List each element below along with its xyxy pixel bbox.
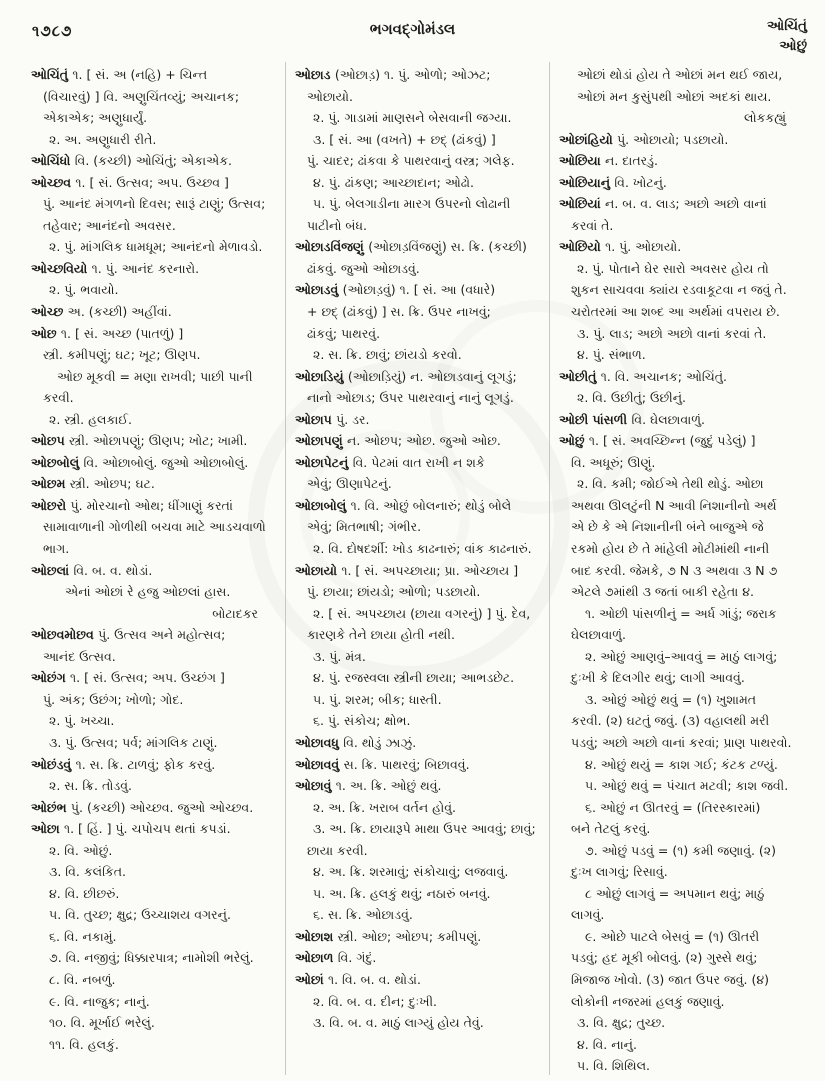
dict-line: ૪. પું. ઢાંકણ; આચ્છાદાન; ઓઢો. <box>313 174 475 190</box>
dict-line: ૨. વિ. બ. વ. દીન; દુઃખી. <box>313 993 438 1009</box>
dict-line: બાદ કરવી. જેમકે, ૭ N ૩ અથવા ૩ N ૭ <box>571 562 778 578</box>
dict-line: ચરોતરમાં આ શબ્દ આ અર્થમાં વપરાય છે. <box>571 304 780 320</box>
headword: ઓછા <box>31 821 64 837</box>
dict-line: ૩. પું. લાડ; અછો અછો વાનાં કરવાં તે. <box>577 325 767 341</box>
dict-line: ૬. ઓછું ન ઊતરવું = (તિરસ્કારમાં) <box>585 799 761 815</box>
dict-line: શુકન સાચવવા ક્યાંય રડવાકૂટવા ન જવું તે. <box>571 282 787 298</box>
dict-line: ઓછાવવું સ. ક્રિ. પાથરવું; બિછાવવું. <box>295 756 470 772</box>
headword: ઓછાપેટનું <box>295 454 353 470</box>
dict-line: ભાગ. <box>43 541 70 557</box>
dict-line: ૨. વિ. દોષદર્શી: ખોડ કાઢનારું; વાંક કાઢનારું. <box>313 541 532 557</box>
dict-line: ઓછાવધુ વિ. થોડું ઝાઝું. <box>295 734 417 750</box>
dict-line: ૬. વિ. નકામું. <box>49 928 117 944</box>
dict-line: કરવાં તે. <box>571 217 614 233</box>
dict-line: ઓછાં મન કુસુંપથી ઓછાં અદકાં થાય. <box>577 88 772 104</box>
dict-line: અથવા ઊલટુંની N આવી નિશાનીનો અર્થ <box>571 497 777 513</box>
guide-words <box>767 16 807 56</box>
dict-line: ૭. વિ. નજીવું; ધિક્કારપાત્ર; નામોશી ભરેલું. <box>49 950 254 966</box>
dict-line: તહેવાર; આનંદનો અવસર. <box>43 217 176 233</box>
dict-line: ઓછપ સ્ત્રી. ઓછાપણું; ઊણપ; ખોટ; ખામી. <box>31 433 248 449</box>
headword: ઓછાં <box>295 971 328 987</box>
dict-line: ૯. વિ. નાજુક; નાનું. <box>49 993 150 1009</box>
dict-line: ૨. સ. ક્રિ. તોડવું. <box>49 778 132 794</box>
dict-line: પું. છાયા; છાંયડો; ઓળો; પડછાયો. <box>307 584 481 600</box>
headword: ઓછાયો <box>295 562 342 578</box>
dict-line: ઓછાં ૧. વિ. બ. વ. થોડાં. <box>295 971 421 987</box>
dict-line: ઓછાંહિયો પું. ઓછાયો; પડછાયો. <box>559 131 729 147</box>
dict-line: છાયા કરવી. <box>307 842 368 858</box>
dict-line: ઓચ્છ અ. (કચ્છી) અહીંવાં. <box>31 304 172 320</box>
dict-line: ૯. ઓછે પાટલે બેસવું = (૧) ઊતરી <box>585 928 760 944</box>
dict-line: ૨. વિ. ઉછીતું; ઉછીનું. <box>577 390 686 406</box>
dict-line: ઓછિયાનું વિ. ખોટનું. <box>559 174 667 190</box>
dict-line: ઓછા ૧. [ હિં. ] પું. ચપોચપ થતાં કપડાં. <box>31 821 231 837</box>
dict-line: એનાં ઓછાં રે હજુ ઓછલાં હાસ. <box>65 584 231 600</box>
dict-line: ઓછંડવું ૧. સ. ક્રિ. ટાળવું; ફોક કરવું. <box>31 756 216 772</box>
headword: ઓચ્છ <box>31 304 68 320</box>
dict-line: ઓછાળ વિ. ગંદું. <box>295 950 377 966</box>
dict-line: ઓછાડવિંજણું (ઓછાડ઼વિંજણું) સ. ક્રિ. (કચ્છી) <box>295 239 527 255</box>
dict-line: ૧. ઓછી પાંસળીનું = અર્ધ ગાંડું; જરાક <box>585 605 777 621</box>
dict-line: ઓછી પાંસળી વિ. ઘેલછાવાળું. <box>559 411 705 427</box>
dict-line: લોકકહ્યું <box>744 110 786 126</box>
dict-line: ઓછાવું ૧. અ. ક્રિ. ઓછું થવું. <box>295 778 442 794</box>
dict-line: નાનો ઓછાડ; ઉપર પાથરવાનું નાનું લૂગડું. <box>307 390 514 406</box>
dict-line: સામાવાળાની ગોળીથી બચવા માટે આડચવાળો <box>43 519 266 535</box>
dict-line: (વિચારવું) ] વિ. અણુચિંતવ્યું; અચાનક; <box>43 88 240 104</box>
dictionary-columns <box>22 62 813 1075</box>
dict-line: કારણકે તેને છાયા હોતી નથી. <box>307 627 455 643</box>
dict-line: ૪. અ. ક્રિ. શરમાવું; સંકોચાવું; લજવાવું. <box>313 864 509 880</box>
dict-line: ઓછાપણું ન. ઓછપ; ઓછ. જુઓ ઓછ. <box>295 433 501 449</box>
dict-line: ૨. પું. ભવાયો. <box>49 282 119 298</box>
headword: ઓછાવવું <box>295 756 344 772</box>
column-2 <box>285 62 549 1075</box>
headword: ઓછાબોલું <box>295 497 351 513</box>
dict-line: ઓછવમોછવ પું. ઉત્સવ અને મહોત્સવ; <box>31 627 226 643</box>
dict-line: ઓછાયો. <box>307 88 353 104</box>
dict-line: ૫. ઓછું થવું = પંચાત મટવી; કાશ જવી. <box>585 778 789 794</box>
dict-line: ૫. વિ. શિથિલ. <box>577 1058 651 1074</box>
dict-line: ઓછાપ પું. ડર. <box>295 411 370 427</box>
headword: ઓછંભ <box>31 799 71 815</box>
guide-word-bottom: ઓછું <box>779 38 807 54</box>
dict-line: ૪. પું. સંભાળ. <box>577 347 646 363</box>
dict-line: ૨. વિ. કમી; જોઈએ તેથી થોડું. ઓછા <box>577 476 764 492</box>
headword: ઓછંડવું <box>31 756 76 772</box>
dict-line: ઓછંભ પું. (કચ્છી) ઓચ્છવ. જુઓ ઓચ્છવ. <box>31 799 254 815</box>
dict-line: ઢાંકવું. જુઓ ઓછાડવું. <box>307 260 420 276</box>
dict-line: ૩. અ. ક્રિ. છાયારૂપે માથા ઉપર આવવું; છાવું; <box>313 821 536 837</box>
dict-line: ઢાંકવું; પાથરવું. <box>307 325 381 341</box>
dict-line: દુઃખ લાગવું; રિસાવું. <box>571 864 668 880</box>
dict-line: ઘેલછાવાળું. <box>571 627 626 643</box>
headword: ઓચિંતું <box>31 67 73 82</box>
dict-line: ૭. ઓછું પડવું = (૧) કમી જણાવું. (૨) <box>585 842 777 858</box>
dict-line: ઓછંગ ૧. [ સં. ઉત્સવ; અપ. ઉચ્છંગ ] <box>31 670 225 686</box>
dict-line: એવું; ઊણાપેટનું. <box>307 476 392 492</box>
dict-line: ૪. વિ. છીછરું. <box>49 885 120 901</box>
headword: ઓછિયા <box>559 153 606 169</box>
dict-line: ૨. પું. માંગલિક ધામધૂમ; આનંદનો મેળાવડો. <box>49 239 263 255</box>
headword: ઓછી પાંસળી <box>559 411 632 427</box>
headword: ઓછાપ <box>295 411 337 427</box>
headword: ઓછું <box>559 433 589 449</box>
dict-line: ૨. [ સં. અપચ્છાય (છાયા વગરનું) ] પું. દેવ, <box>313 605 531 621</box>
headword: ઓછબોલું <box>31 454 84 470</box>
dict-line: ઓછમ સ્ત્રી. ઓછપ; ઘટ. <box>31 476 155 492</box>
dict-line: ૪. વિ. નાનું. <box>577 1036 637 1052</box>
dict-line: સ્ત્રી. કમીપણું; ઘટ; ખૂટ; ઊણપ. <box>43 347 201 363</box>
dict-line: ઓછિયો ૧. પું. ઓછાયો. <box>559 239 682 255</box>
dict-line: ઓછાં થોડાં હોય તે ઓછાં મન થઈ જાય, <box>577 67 783 82</box>
dict-line: ૪. પું. રજસ્વલા સ્ત્રીની છાયા; આભડછેટ. <box>313 670 515 686</box>
dict-line: ૪. ઓછું થયું = કાશ ગઈ; કંટક ટળ્યું. <box>585 756 778 772</box>
headword: ઓછપ <box>31 433 70 449</box>
headword: ઓછલાં <box>31 562 74 578</box>
dict-line: ૨. ઓછું આણવું–આવવું = માઠું લાગવું; <box>585 648 778 664</box>
dict-line: ઓછીતું ૧. વિ. અચાનક; ઓચિંતું. <box>559 368 727 384</box>
dict-line: ૧૦. વિ. મૂર્ખાઈ ભરેલું. <box>49 1015 155 1031</box>
dict-line: ૨. વિ. ઓછું. <box>49 842 113 858</box>
headword: ઓછરો <box>31 497 71 513</box>
dict-line: રકમો હોય છે તે માંહેલી મોટીમાંથી નાની <box>571 541 770 557</box>
dict-line: ઓછાડ (ઓછાડ઼) ૧. પું. ઓળો; ઓઝટ; <box>295 67 491 82</box>
headword: ઓછમ <box>31 476 70 492</box>
dict-line: આનંદ ઉત્સવ. <box>43 648 116 664</box>
dict-line: ૨. અ. અણુધારી રીતે. <box>49 131 157 147</box>
dict-line: પું. ચાદર; ઢાંકવા કે પાથરવાનું વસ્ત્ર; ગલેફ. <box>307 153 515 169</box>
dict-line: ઓછાપેટનું વિ. પેટમાં વાત રાખી ન શકે <box>295 454 485 470</box>
dict-line: ૬. પું. સંકોચ; ક્ષોભ. <box>313 713 411 729</box>
dict-line: ઓછિયાં ન. બ. વ. લાડ; અછો અછો વાનાં <box>559 196 767 212</box>
guide-word-top: ઓચિંતું <box>767 18 807 34</box>
headword: ઓછિયાનું <box>559 174 615 190</box>
dict-line: એકાએક; અણુધાર્યું. <box>43 110 148 126</box>
dict-line: એટલે ૭માંથી ૩ જતાં બાકી રહેતા ૪. <box>571 584 754 600</box>
dict-line: ૩. પું. મંત્ર. <box>313 648 366 664</box>
dict-line: એ છે કે એ નિશાનીની બંને બાજુએ જે <box>571 519 764 535</box>
page-number: ૧૭૮૭ <box>32 22 73 40</box>
dict-line: ૮ ઓછું લાગવું = અપમાન થવું; માઠું <box>585 885 765 901</box>
dict-line: ૫. વિ. તુચ્છ; ક્ષુદ્ર; ઉચ્ચાશય વગરનું. <box>49 907 231 923</box>
dict-line: ૬. સ. ક્રિ. ઓછાડવું. <box>313 907 413 923</box>
dict-line: ૧૧. વિ. હલકું. <box>49 1036 119 1052</box>
headword: ઓછાડ <box>295 67 335 82</box>
dict-line: ઓછ મૂકવી = મણા રાખવી; પાછી પાની <box>57 368 253 384</box>
headword: ઓચિંધો <box>31 153 75 169</box>
headword: ઓછવમોછવ <box>31 627 99 643</box>
headword: ઓછાળ <box>295 950 338 966</box>
headword: ઓછ <box>31 325 61 341</box>
page-header <box>0 16 825 62</box>
headword: ઓછાંહિયો <box>559 131 618 147</box>
headword: ઓછાડિયું <box>295 368 348 384</box>
dict-line: ઓચિંતું ૧. [ સં. અ (નહિ) + ચિન્ત <box>31 67 208 82</box>
dict-line: લોકોની નજરમાં હલકું જણાવું. <box>571 993 725 1009</box>
headword: ઓછીતું <box>559 368 601 384</box>
dict-line: કરવી. <box>43 390 74 406</box>
headword: ઓછાડવું <box>295 282 343 298</box>
dict-line: ૩. વિ. કલંકિત. <box>49 864 127 880</box>
dict-line: ઓછિયા ન. દાતરડું. <box>559 153 658 169</box>
dict-line: ૨. અ. ક્રિ. ખરાબ વર્તન હોવું. <box>313 799 456 815</box>
dict-line: બોટાદકર <box>212 605 258 621</box>
headword: ઓછાપણું <box>295 433 347 449</box>
dict-line: ઓછાબોલું ૧. વિ. ઓછું બોલનારું; થોડું બોલે <box>295 497 512 513</box>
dict-line: ઓચ્છવ ૧. [ સં. ઉત્સવ; અપ. ઉચ્છવ ] <box>31 174 229 190</box>
dict-line: ઓછાયો ૧. [ સં. અપચ્છાયા; પ્રા. ઓચ્છાય ] <box>295 562 519 578</box>
dict-line: પું. અંક; ઉછંગ; ખોળો; ગોદ. <box>43 691 184 707</box>
headword: ઓછિયો <box>559 239 606 255</box>
headword: ઓછાવું <box>295 778 336 794</box>
dict-line: ઓછાડવું (ઓછાડ઼વું) ૧. [ સં. આ (વધારે) <box>295 282 496 298</box>
dict-line: મિજાજ ખોવો. (૩) જાત ઉપર જવું. (૪) <box>571 971 769 987</box>
column-3 <box>549 62 813 1075</box>
dict-line: પું. આનંદ મંગળનો દિવસ; સારૂં ટાણું; ઉત્સવ; <box>43 196 266 212</box>
dict-line: દુઃખી કે દિલગીર થવું; લાગી આવવું. <box>571 670 745 686</box>
dict-line: ૫. અ. ક્રિ. હલકું થવું; નઠારું બનવું. <box>313 885 491 901</box>
dict-line: કરવી. (૨) ઘટતું જવું. (૩) વહાલથી મરી <box>571 713 770 729</box>
headword: ઓછંગ <box>31 670 71 686</box>
headword: ઓચ્છવિયો <box>31 260 92 276</box>
page-title: ભગવદ્ગોમંડલ <box>369 20 456 38</box>
dict-line: ૨. સ. ક્રિ. છાવું; છાંયડો કરવો. <box>313 347 462 363</box>
dict-line: ૩. વિ. બ. વ. માઠું લાગ્યું હોય તેવું. <box>313 1015 484 1031</box>
dict-line: ઓછલાં વિ. બ. વ. થોડાં. <box>31 562 153 578</box>
dict-line: વિ. અધૂરું; ઊણું. <box>571 454 656 470</box>
dict-line: ૫. પું. બેલગાડીના મારગ ઉપરનો લોઢાની <box>313 196 511 212</box>
dict-line: પાટીનો બંધ. <box>307 217 367 233</box>
dict-line: ઓછરો પું. મોરચાનો ઓથ; ધીંગાણું કરતાં <box>31 497 233 513</box>
headword: ઓચ્છવ <box>31 174 76 190</box>
dict-line: એવું; મિતભાષી; ગંભીર. <box>307 519 422 535</box>
dict-line: ઓચિંધો વિ. (કચ્છી) ઓચિંતું; એકાએક. <box>31 153 233 169</box>
dict-line: ઓછ ૧. [ સં. અચ્છ (પાતળું) ] <box>31 325 184 341</box>
dict-line: ઓછું ૧. [ સં. અવચ્છિન્ન (જુદું પડેલું) ] <box>559 433 756 449</box>
dict-line: પડવું; હદ મૂકી બોલવું. (૨) ગુસ્સે થવું; <box>571 950 758 966</box>
dict-line: ૩. [ સં. આ (વખતે) + છદ્ (ઢાંકવું) ] <box>313 131 496 147</box>
dict-line: ૩. વિ. ક્ષુદ્ર; તુચ્છ. <box>577 1015 666 1031</box>
headword: ઓછાડવિંજણું <box>295 239 369 255</box>
dict-line: ૫. પું. શરમ; બીક; ધાસ્તી. <box>313 691 442 707</box>
headword: ઓછિયાં <box>559 196 606 212</box>
dict-line: ૮. વિ. નબળું. <box>49 971 116 987</box>
dict-line: ઓચ્છવિયો ૧. પું. આનંદ કરનારો. <box>31 260 200 276</box>
dict-line: ઓછાડિયું (ઓછાડ઼િયું) ન. ઓછાડવાનું લૂગડું; <box>295 368 517 384</box>
dict-line: ૨. પું. ગાડામાં માણસને બેસવાની જગ્યા. <box>313 110 512 126</box>
dict-line: બને તેટલું કરવું. <box>571 821 651 837</box>
dict-line: લાગવું. <box>571 907 605 923</box>
dict-line: ઓછબોલું વિ. ઓછાબોલું. જુઓ ઓછાબોલું. <box>31 454 249 470</box>
dict-line: ૨. પું. પોતાને ઘેર સારો અવસર હોય તો <box>577 260 769 276</box>
dict-line: + છદ્ (ઢાંકવું) ] સ. ક્રિ. ઉપર નાખવું; <box>307 304 491 320</box>
dict-line: પડવું; અછો અછો વાનાં કરવાં; પ્રાણ પાથરવો. <box>571 734 792 750</box>
dict-line: ૩. ઓછું ઓછું થવું = (૧) ખુશામત <box>585 691 757 707</box>
dict-line: ૩. પું. ઉત્સવ; પર્વ; માંગલિક ટાણું. <box>49 734 218 750</box>
dict-line: ૨. પું. ખચ્ચા. <box>49 713 115 729</box>
dict-line: ઓછાશ સ્ત્રી. ઓછ; ઓછપ; કમીપણું. <box>295 928 482 944</box>
dict-line: ૨. સ્ત્રી. હલકાઈ. <box>49 411 132 427</box>
headword: ઓછાવધુ <box>295 734 344 750</box>
headword: ઓછાશ <box>295 928 338 944</box>
column-1 <box>22 62 285 1075</box>
